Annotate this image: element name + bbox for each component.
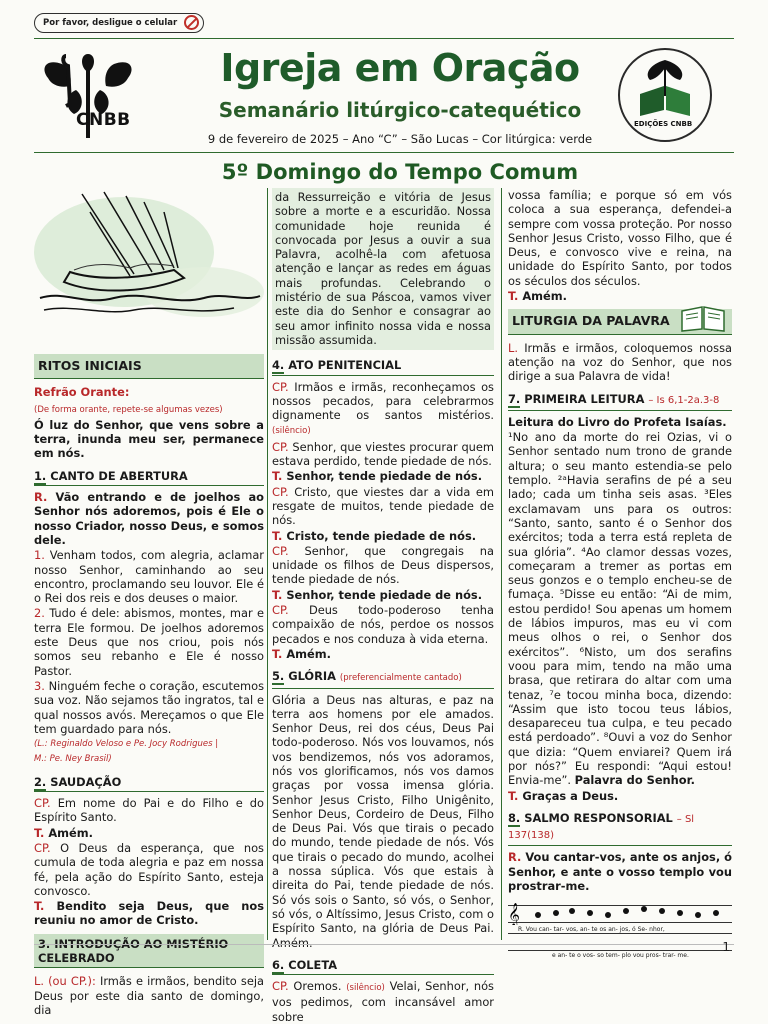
verse-mark: 1. <box>34 548 45 563</box>
prayer-text: Irmãs e irmãos, bendito seja Deus por este dia santo de domingo, dia <box>34 974 264 1017</box>
phone-notice-text: Por favor, desligue o celular <box>43 18 178 28</box>
phone-notice <box>34 13 204 33</box>
speaker-mark: CP. <box>272 603 289 618</box>
section-saudacao <box>34 773 264 792</box>
music-notes-icon <box>508 901 732 925</box>
music-lyrics: e an- te o vos- so tem- plo vou pros- trar- me. <box>552 952 689 960</box>
section-gloria <box>272 667 494 688</box>
response-text: Amém. <box>286 646 331 661</box>
speaker-mark: CP. <box>272 543 289 558</box>
prayer-text: Irmãs e irmãos, coloquemos nossa atenção na voz do Senhor, que nos dirige a sua Palavra de vida! <box>508 340 733 384</box>
column-2 <box>272 188 494 1024</box>
column-divider <box>267 188 268 940</box>
section-title: LITURGIA DA PALAVRA <box>512 313 670 329</box>
speaker-mark: T. <box>272 646 283 661</box>
scripture-reference: – Sl 137(138) <box>508 813 695 842</box>
prayer-text: Oremos. <box>293 979 342 994</box>
response-text: Amém. <box>522 289 567 304</box>
logo-text: CNBB <box>76 110 131 130</box>
section-title: PRIMEIRA LEITURA <box>524 391 645 406</box>
rubric-note: (silêncio) <box>346 983 385 994</box>
verse-text: Ninguém feche o coração, escutemos sua voz. Não sejamos tão ingratos, tal e qual nossos avós. Mereçamos o que Ele tem guardado para nós. <box>34 678 264 736</box>
gloria-text: Glória a Deus nas alturas, e paz na terra aos homens por ele amados. Senhor Deus, rei dos céus, Deus Pai todo-poderoso. Nós vos louvamos, nós vos bendizemos, nós vos adoramos, nós vos glorificamos, nós vos damos graças por vossa imensa glória. Senhor Jesus Cristo, Filho Unigênito, Senhor Deus, Cordeiro de Deus, Filho de Deus Pai. Vós que tirais o pecado do mundo, tende piedade de nós. Vós que tirais o pecado do mundo, acolhei a nossa súplica. Vós que estais à direita do Pai, tende piedade de nós. Só vós sois o Santo, só vós, o Senhor, só vós, o Altíssimo, Jesus Cristo, com o Espírito Santo, na glória de Deus Pai. Amém. <box>272 692 494 950</box>
speaker-mark: T. <box>34 899 45 914</box>
verse-mark: 3. <box>34 678 45 693</box>
section-ritos-iniciais: RITOS INICIAIS <box>34 354 264 379</box>
section-canto-abertura <box>34 467 264 486</box>
section-liturgia-palavra <box>508 309 732 334</box>
prayer-text: Senhor, que viestes procurar quem estava perdido, tende piedade de nós. <box>272 439 494 469</box>
music-lyrics: R. Vou can- tar- vos, an- te os an- jos, ó Se- nhor, <box>518 926 665 934</box>
prayer-text: Cristo, que viestes dar a vida em resgate de muitos, tende piedade de nós. <box>272 484 495 528</box>
reading-book: Leitura do Livro do Profeta Isaías. <box>508 414 727 429</box>
response-text: Graças a Deus. <box>522 788 619 803</box>
section-title: INTRODUÇÃO AO MISTÉRIO CELEBRADO <box>38 936 229 965</box>
response-text: Bendito seja Deus, que nos reuniu no amor de Cristo. <box>34 899 265 928</box>
song-credit: M.: Pe. Ney Brasil) <box>34 754 112 765</box>
prayer-text: Deus todo-poderoso tenha compaixão de nós, perdoe os nossos pecados e nos conduza à vida eterna. <box>272 603 494 646</box>
liturgical-day: 5º Domingo do Tempo Comum <box>221 160 579 184</box>
footer-rule <box>34 944 734 945</box>
speaker-mark: T. <box>272 528 283 543</box>
response-text: Vou cantar-vos, ante os anjos, ó Senhor, e ante o vosso templo vou prostrar-me. <box>508 850 732 894</box>
cnbb-logo <box>40 48 136 140</box>
speaker-mark: CP. <box>34 840 51 855</box>
verse-text: Tudo é dele: abismos, montes, mar e terra Ele formou. De joelhos adoremos este Deus que nos criou, pois nós somos seu rebanho e Ele é nosso Pastor. <box>34 606 265 678</box>
reading-end: Palavra do Senhor. <box>574 773 695 788</box>
speaker-mark: L. (ou CP.): <box>34 974 96 989</box>
speaker-mark: CP. <box>272 979 289 994</box>
speaker-mark: T. <box>272 587 283 602</box>
section-number: 1. <box>34 468 47 483</box>
speaker-mark: CP. <box>34 796 51 811</box>
no-phone-icon <box>184 15 199 30</box>
column-3 <box>508 188 733 960</box>
emblem-text: EDIÇÕES CNBB <box>634 120 693 128</box>
prayer-text: Irmãos e irmãs, reconheçamos os nossos pecados, para celebrarmos dignamente os santos mistérios. <box>272 379 494 423</box>
section-title: SAUDAÇÃO <box>50 774 122 789</box>
section-number: 8. <box>508 810 521 825</box>
section-coleta <box>272 956 494 975</box>
speaker-mark: CP. <box>272 379 289 394</box>
edicoes-cnbb-emblem <box>618 48 712 142</box>
section-salmo <box>508 809 732 847</box>
song-credit: (L.: Reginaldo Veloso e Pe. Jocy Rodrigues | <box>34 739 219 750</box>
section-number: 7. <box>508 391 521 406</box>
section-number: 2. <box>34 774 47 789</box>
section-title: ATO PENITENCIAL <box>288 358 402 373</box>
rubric-note: (preferencialmente cantado) <box>339 673 462 684</box>
reading-text: ¹No ano da morte do rei Ozias, vi o Senhor sentado num trono de grande altura; o seu manto estendia-se pelo templo. ²ᵃHavia serafins de pé a seu lado; cada um tinha seis asas. ³Eles exclamavam uns para os outros: “Santo, santo, santo é o Senhor dos exércitos; toda a terra está repleta de sua glória”. ⁴Ao clamor dessas vozes, começaram a tremer as portas em seus gonzos e o templo encheu-se de fumaça. ⁵Disse eu então: “Ai de mim, estou perdido! Sou apenas um homem de lábios impuros, mas eu vi com meus olhos o rei, o Senhor dos exércitos”. ⁶Nisto, um dos serafins voou para mim, tendo na mão uma brasa, que retirara do altar com uma tenaz, ⁷e tocou minha boca, dizendo: “Assim que isto tocou teus lábios, desapareceu tua culpa, e teu pecado está perdoado”. ⁸Ouvi a voz do Senhor que dizia: “Quem enviarei? Quem irá por nós?” Eu respondi: “Aqui estou! Envia-me”. <box>508 430 732 788</box>
verse-mark: 2. <box>34 606 45 621</box>
page-title: Igreja em Oração <box>220 46 580 90</box>
rubric-note: (silêncio) <box>272 426 311 437</box>
speaker-mark: T. <box>34 825 45 840</box>
page-number: 1 <box>722 940 730 954</box>
prayer-text: vossa família; e porque só em vós coloca a sua esperança, defendei-a sempre com vossa proteção. Por nosso Senhor Jesus Cristo, vosso Filho, que é Deus, e convosco vive e reina, na unidade do Espírito Santo, por todos os séculos dos séculos. <box>508 188 732 288</box>
response-text: Amém. <box>48 825 93 840</box>
header-rule-top <box>34 38 734 39</box>
prayer-text: Em nome do Pai e do Filho e do Espírito Santo. <box>34 796 264 825</box>
response-mark: R. <box>508 850 522 865</box>
response-text: Senhor, tende piedade de nós. <box>286 587 483 602</box>
section-title: SALMO RESPONSORIAL <box>524 810 673 825</box>
scripture-reference: – Is 6,1-2a.3-8 <box>648 394 720 406</box>
section-title: CANTO DE ABERTURA <box>50 468 188 483</box>
response-text: Cristo, tende piedade de nós. <box>286 528 477 543</box>
section-number: 6. <box>272 957 285 972</box>
speaker-mark: T. <box>508 788 519 803</box>
column-1 <box>34 348 264 1018</box>
section-title: GLÓRIA <box>288 669 336 684</box>
prayer-text: Velai, Senhor, nós vos pedimos, com incansável amor sobre <box>272 979 494 1024</box>
header-rule-bottom <box>34 152 734 153</box>
introduction-continued <box>272 188 494 350</box>
page-subtitle: Semanário litúrgico-catequético <box>218 98 582 122</box>
section-ato-penitencial <box>272 356 494 375</box>
section-introducao <box>34 934 264 969</box>
open-book-icon <box>678 303 728 333</box>
section-number: 5. <box>272 669 285 684</box>
fishing-boat-illustration <box>34 182 264 332</box>
book-dove-icon <box>620 50 710 120</box>
refrain-text: Ó luz do Senhor, que vens sobre a terra, inunda meu ser, permanece em nós. <box>34 417 264 461</box>
response-text: Vão entrando e de joelhos ao Senhor nós adoremos, pois é Ele o nosso Criador, nosso Deus, e somos dele. <box>34 490 264 547</box>
speaker-mark: T. <box>508 289 519 304</box>
refrain-label: Refrão Orante: <box>34 385 130 400</box>
speaker-mark: L. <box>508 340 518 355</box>
section-title: COLETA <box>288 957 338 972</box>
column-divider <box>501 188 502 940</box>
prayer-text: O Deus da esperança, que nos cumula de toda alegria e paz em nossa fé, pela ação do Espírito Santo, esteja convosco. <box>34 840 264 898</box>
verse-text: Venham todos, com alegria, aclamar nosso Senhor, caminhando ao seu encontro, proclamando seu louvor. Ele é o Rei dos reis e dos deuses o maior. <box>34 548 264 606</box>
refrain-note: (De forma orante, repete-se algumas vezes) <box>34 404 223 415</box>
svg-text:𝄞: 𝄞 <box>508 902 520 926</box>
speaker-mark: CP. <box>272 484 289 499</box>
prayer-text: Senhor, que congregais na unidade os filhos de Deus dispersos, tende piedade de nós. <box>272 543 494 587</box>
section-number: 3. <box>38 936 51 951</box>
section-primeira-leitura <box>508 390 732 411</box>
speaker-mark: T. <box>272 469 283 484</box>
speaker-mark: CP. <box>272 439 289 454</box>
date-line: 9 de fevereiro de 2025 – Ano “C” – São Lucas – Cor litúrgica: verde <box>207 132 593 146</box>
response-text: Senhor, tende piedade de nós. <box>286 469 483 484</box>
section-number: 4. <box>272 358 285 373</box>
prayer-text: da Ressurreição e vitória de Jesus sobre a morte e a escuridão. Nossa comunidade hoje reunida é convocada por Jesus a ouvir a sua Palavra, acolhê-la com afetuosa atenção e lançar as redes em águas mais profundas. Celebrando o mistério de sua Páscoa, vamos viver este dia do Senhor e consagrar ao seu amor infinito nossa vida e nossa missão assumida. <box>275 190 491 347</box>
response-mark: R. <box>34 490 48 505</box>
